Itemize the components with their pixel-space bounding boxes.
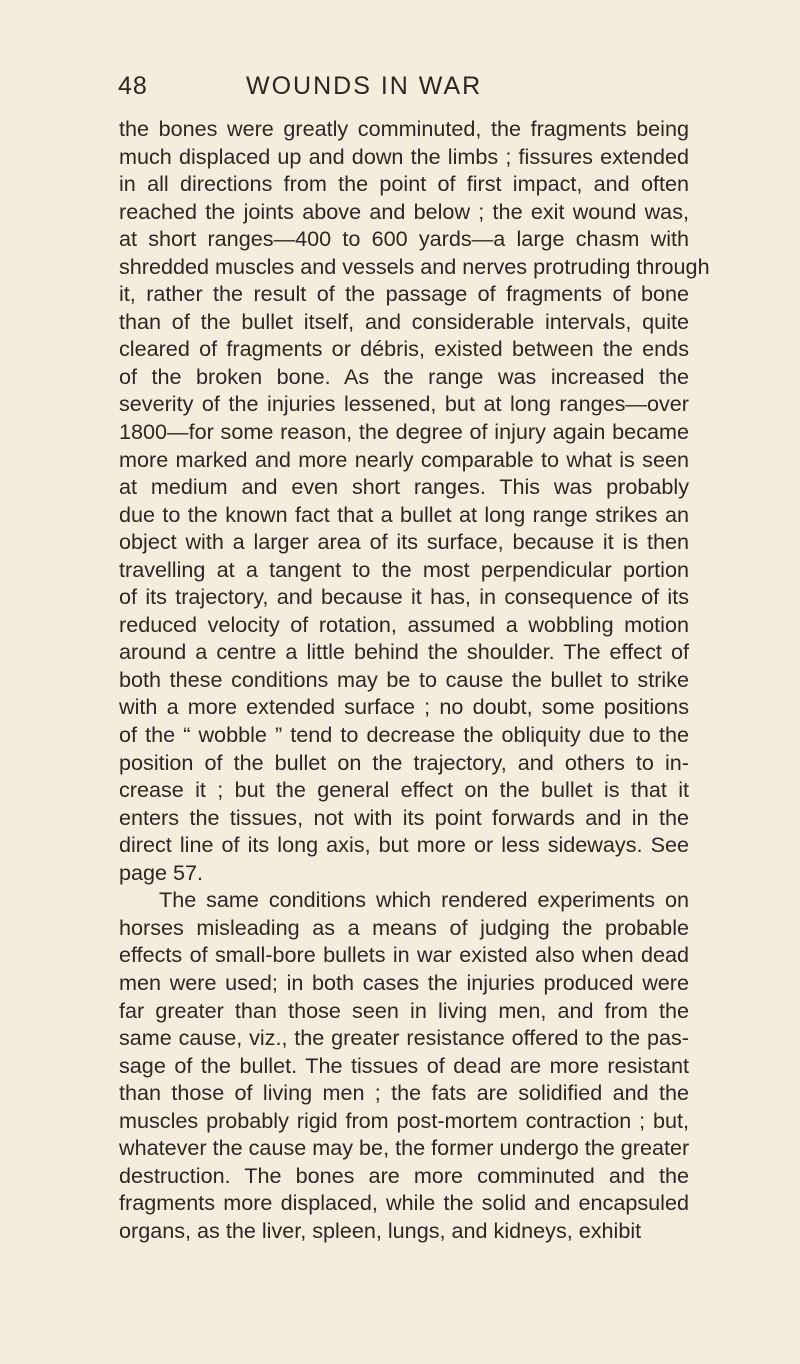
text-line: at medium and even short ranges. This was probably <box>119 474 689 500</box>
text-line: organs, as the liver, spleen, lungs, and kidneys, exhibit <box>119 1217 642 1243</box>
text-line: sage of the bullet. The tissues of dead are more resistant <box>119 1052 689 1078</box>
text-line: cleared of fragments or débris, existed between the ends <box>119 336 689 362</box>
text-line: with a more extended surface ; no doubt, some positions <box>119 694 689 720</box>
text-line: effects of small-bore bullets in war existed also when dead <box>119 942 689 968</box>
text-line: The same conditions which rendered experiments on <box>159 887 689 913</box>
text-line: crease it ; but the general effect on the bullet is that it <box>119 777 689 803</box>
running-title: WOUNDS IN WAR <box>246 72 483 100</box>
text-line: of the “ wobble ” tend to decrease the obliquity due to the <box>119 722 689 748</box>
text-line: of its trajectory, and because it has, in consequence of its <box>119 584 689 610</box>
text-line: much displaced up and down the limbs ; fissures extended <box>119 143 689 169</box>
text-line: than those of living men ; the fats are solidified and the <box>119 1080 689 1106</box>
paragraph-2 <box>119 886 689 1244</box>
text-line: whatever the cause may be, the former undergo the greater <box>119 1135 690 1161</box>
text-line: the bones were greatly comminuted, the fragments being <box>119 116 689 141</box>
page-number: 48 <box>118 72 148 100</box>
text-line: far greater than those seen in living men, and from the <box>119 997 689 1023</box>
text-line: horses misleading as a means of judging the probable <box>119 914 689 940</box>
text-line: muscles probably rigid from post-mortem contraction ; but, <box>119 1107 689 1133</box>
text-line: position of the bullet on the trajectory, and others to in- <box>119 749 689 775</box>
text-line: of the broken bone. As the range was increased the <box>119 363 689 389</box>
text-line: severity of the injuries lessened, but at long ranges—over <box>119 391 689 417</box>
text-line: than of the bullet itself, and considerable intervals, quite <box>119 308 689 334</box>
text-line: reduced velocity of rotation, assumed a wobbling motion <box>119 611 689 637</box>
text-line: destruction. The bones are more comminuted and the <box>119 1162 689 1188</box>
text-line: shredded muscles and vessels and nerves protruding through <box>119 253 710 279</box>
text-line: due to the known fact that a bullet at long range strikes an <box>119 501 689 527</box>
text-line: object with a larger area of its surface, because it is then <box>119 529 689 555</box>
text-line: reached the joints above and below ; the exit wound was, <box>119 198 689 224</box>
text-line: both these conditions may be to cause the bullet to strike <box>119 666 689 692</box>
text-line: travelling at a tangent to the most perpendicular portion <box>119 556 689 582</box>
text-line: in all directions from the point of first impact, and often <box>119 171 689 197</box>
running-head <box>118 72 688 108</box>
text-line: more marked and more nearly comparable to what is seen <box>119 446 689 472</box>
paragraph-1 <box>119 115 710 886</box>
body-text <box>119 115 710 1244</box>
text-line: men were used; in both cases the injuries produced were <box>119 969 689 995</box>
text-line: 1800—for some reason, the degree of injury again became <box>119 419 689 445</box>
text-line: fragments more displaced, while the solid and encapsuled <box>119 1190 689 1216</box>
text-line: around a centre a little behind the shoulder. The effect of <box>119 639 689 665</box>
text-line: same cause, viz., the greater resistance offered to the pas- <box>119 1025 689 1051</box>
text-line: page 57. <box>119 859 204 885</box>
text-line: at short ranges—400 to 600 yards—a large chasm with <box>119 226 689 252</box>
text-line: enters the tissues, not with its point forwards and in the <box>119 804 689 830</box>
text-line: direct line of its long axis, but more or less sideways. See <box>119 832 689 858</box>
text-line: it, rather the result of the passage of fragments of bone <box>119 281 689 307</box>
